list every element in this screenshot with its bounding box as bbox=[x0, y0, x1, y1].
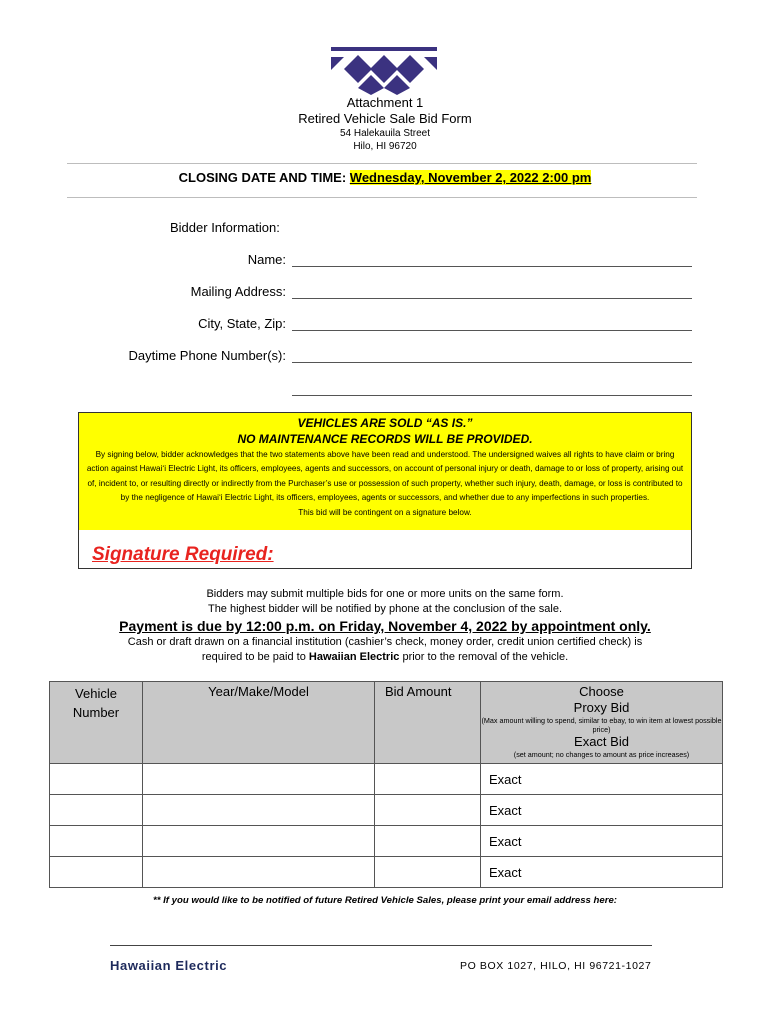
attachment-label: Attachment 1 bbox=[346, 95, 424, 110]
closing-label: CLOSING DATE AND TIME: bbox=[178, 170, 347, 185]
as-is-heading: VEHICLES ARE SOLD “AS IS.” bbox=[297, 416, 473, 430]
table-row bbox=[50, 795, 723, 826]
multiple-bids-text: Bidders may submit multiple bids for one or more units on the same form. bbox=[206, 588, 564, 600]
city-state-zip-field[interactable] bbox=[292, 330, 692, 331]
bid-amount-cell[interactable] bbox=[375, 795, 481, 826]
choose-header bbox=[481, 682, 723, 764]
choose-cell[interactable]: Exact bbox=[481, 826, 723, 857]
header-bottom-rule bbox=[67, 197, 697, 198]
waiver-paragraph bbox=[84, 448, 686, 520]
proxy-bid-label: Proxy Bid bbox=[573, 700, 630, 715]
payment-recipient-company: Hawaiian Electric bbox=[308, 651, 400, 663]
table-row bbox=[50, 826, 723, 857]
name-label: Name: bbox=[247, 252, 286, 267]
bid-amount-cell[interactable] bbox=[375, 857, 481, 888]
email-notification-note: ** If you would like to be notified of future Retired Vehicle Sales, please print your email address here: bbox=[153, 895, 617, 906]
street-address: 54 Halekauila Street bbox=[339, 128, 431, 139]
vehicle-number-header bbox=[50, 682, 143, 764]
waiver-text: By signing below, bidder acknowledges that the two statements above have been read and understood. The undersigned waives all rights to have claim or bring action against Hawaiʻi Electric Light, its officers, employees, agents and successors, on account of personal injury or death, damage to or loss of property, arising out of, incident to, or resulting directly or indirectly from the Purchaser’s use or possession of such property, whether such injury, death, damage, or loss is contributed to by the negligence of Hawaiʻi Electric Light, its officers, employees, agents or successors, and whether due to any imperfections in such properties. bbox=[86, 450, 684, 503]
choose-label: Choose bbox=[579, 684, 624, 699]
payment-recipient-post: prior to the removal of the vehicle. bbox=[399, 651, 569, 663]
city-state-zip-label: City, State, Zip: bbox=[198, 316, 286, 331]
exact-bid-note: (set amount; no changes to amount as price increases) bbox=[513, 750, 690, 759]
no-records-heading: NO MAINTENANCE RECORDS WILL BE PROVIDED. bbox=[237, 432, 533, 446]
year-make-model-cell[interactable] bbox=[143, 857, 375, 888]
year-make-model-cell[interactable] bbox=[143, 795, 375, 826]
choose-cell[interactable]: Exact bbox=[481, 764, 723, 795]
payment-method-text: Cash or draft drawn on a financial institution (cashier’s check, money order, credit union certified check) is bbox=[127, 636, 643, 648]
bid-table bbox=[49, 681, 723, 888]
bid-amount-header: Bid Amount bbox=[375, 682, 481, 764]
header-top-rule bbox=[67, 163, 697, 164]
bid-amount-cell[interactable] bbox=[375, 764, 481, 795]
exact-bid-label: Exact Bid bbox=[574, 734, 629, 749]
table-header-row bbox=[50, 682, 723, 764]
table-row bbox=[50, 764, 723, 795]
vehicle-number-cell[interactable] bbox=[50, 795, 143, 826]
company-logo bbox=[331, 47, 437, 95]
po-box-address: PO BOX 1027, HILO, HI 96721-1027 bbox=[460, 960, 652, 972]
name-field[interactable] bbox=[292, 266, 692, 267]
payment-due-text: Payment is due by 12:00 p.m. on Friday, November 4, 2022 by appointment only. bbox=[119, 618, 651, 634]
bidder-info-heading: Bidder Information: bbox=[170, 220, 280, 235]
year-make-model-cell[interactable] bbox=[143, 826, 375, 857]
email-address-line[interactable] bbox=[110, 945, 652, 946]
contingent-text: This bid will be contingent on a signature below. bbox=[298, 507, 472, 517]
vehicle-header-line1: Vehicle bbox=[75, 686, 117, 701]
proxy-bid-note: (Max amount willing to spend, similar to ebay, to win item at lowest possible price) bbox=[481, 716, 722, 734]
vehicle-number-cell[interactable] bbox=[50, 826, 143, 857]
mailing-address-label: Mailing Address: bbox=[190, 284, 286, 299]
payment-recipient-pre: required to be paid to bbox=[201, 651, 309, 663]
highest-bidder-text: The highest bidder will be notified by phone at the conclusion of the sale. bbox=[207, 603, 563, 615]
signature-required-label: Signature Required: bbox=[92, 544, 274, 565]
city-address: Hilo, HI 96720 bbox=[353, 141, 417, 152]
form-title: Retired Vehicle Sale Bid Form bbox=[298, 111, 472, 126]
mailing-address-field[interactable] bbox=[292, 298, 692, 299]
brand-name: Hawaiian Electric bbox=[110, 958, 228, 973]
choose-cell[interactable]: Exact bbox=[481, 857, 723, 888]
payment-recipient-text bbox=[0, 651, 770, 663]
bid-amount-cell[interactable] bbox=[375, 826, 481, 857]
closing-date-line bbox=[0, 170, 770, 185]
vehicle-number-cell[interactable] bbox=[50, 764, 143, 795]
choose-cell[interactable]: Exact bbox=[481, 795, 723, 826]
vehicle-header-line2: Number bbox=[72, 705, 120, 720]
phone-field[interactable] bbox=[292, 362, 692, 363]
year-make-model-header: Year/Make/Model bbox=[143, 682, 375, 764]
phone-label: Daytime Phone Number(s): bbox=[128, 348, 286, 363]
phone-field-2[interactable] bbox=[292, 395, 692, 396]
vehicle-number-cell[interactable] bbox=[50, 857, 143, 888]
closing-date-value: Wednesday, November 2, 2022 2:00 pm bbox=[349, 170, 592, 185]
year-make-model-cell[interactable] bbox=[143, 764, 375, 795]
table-row bbox=[50, 857, 723, 888]
